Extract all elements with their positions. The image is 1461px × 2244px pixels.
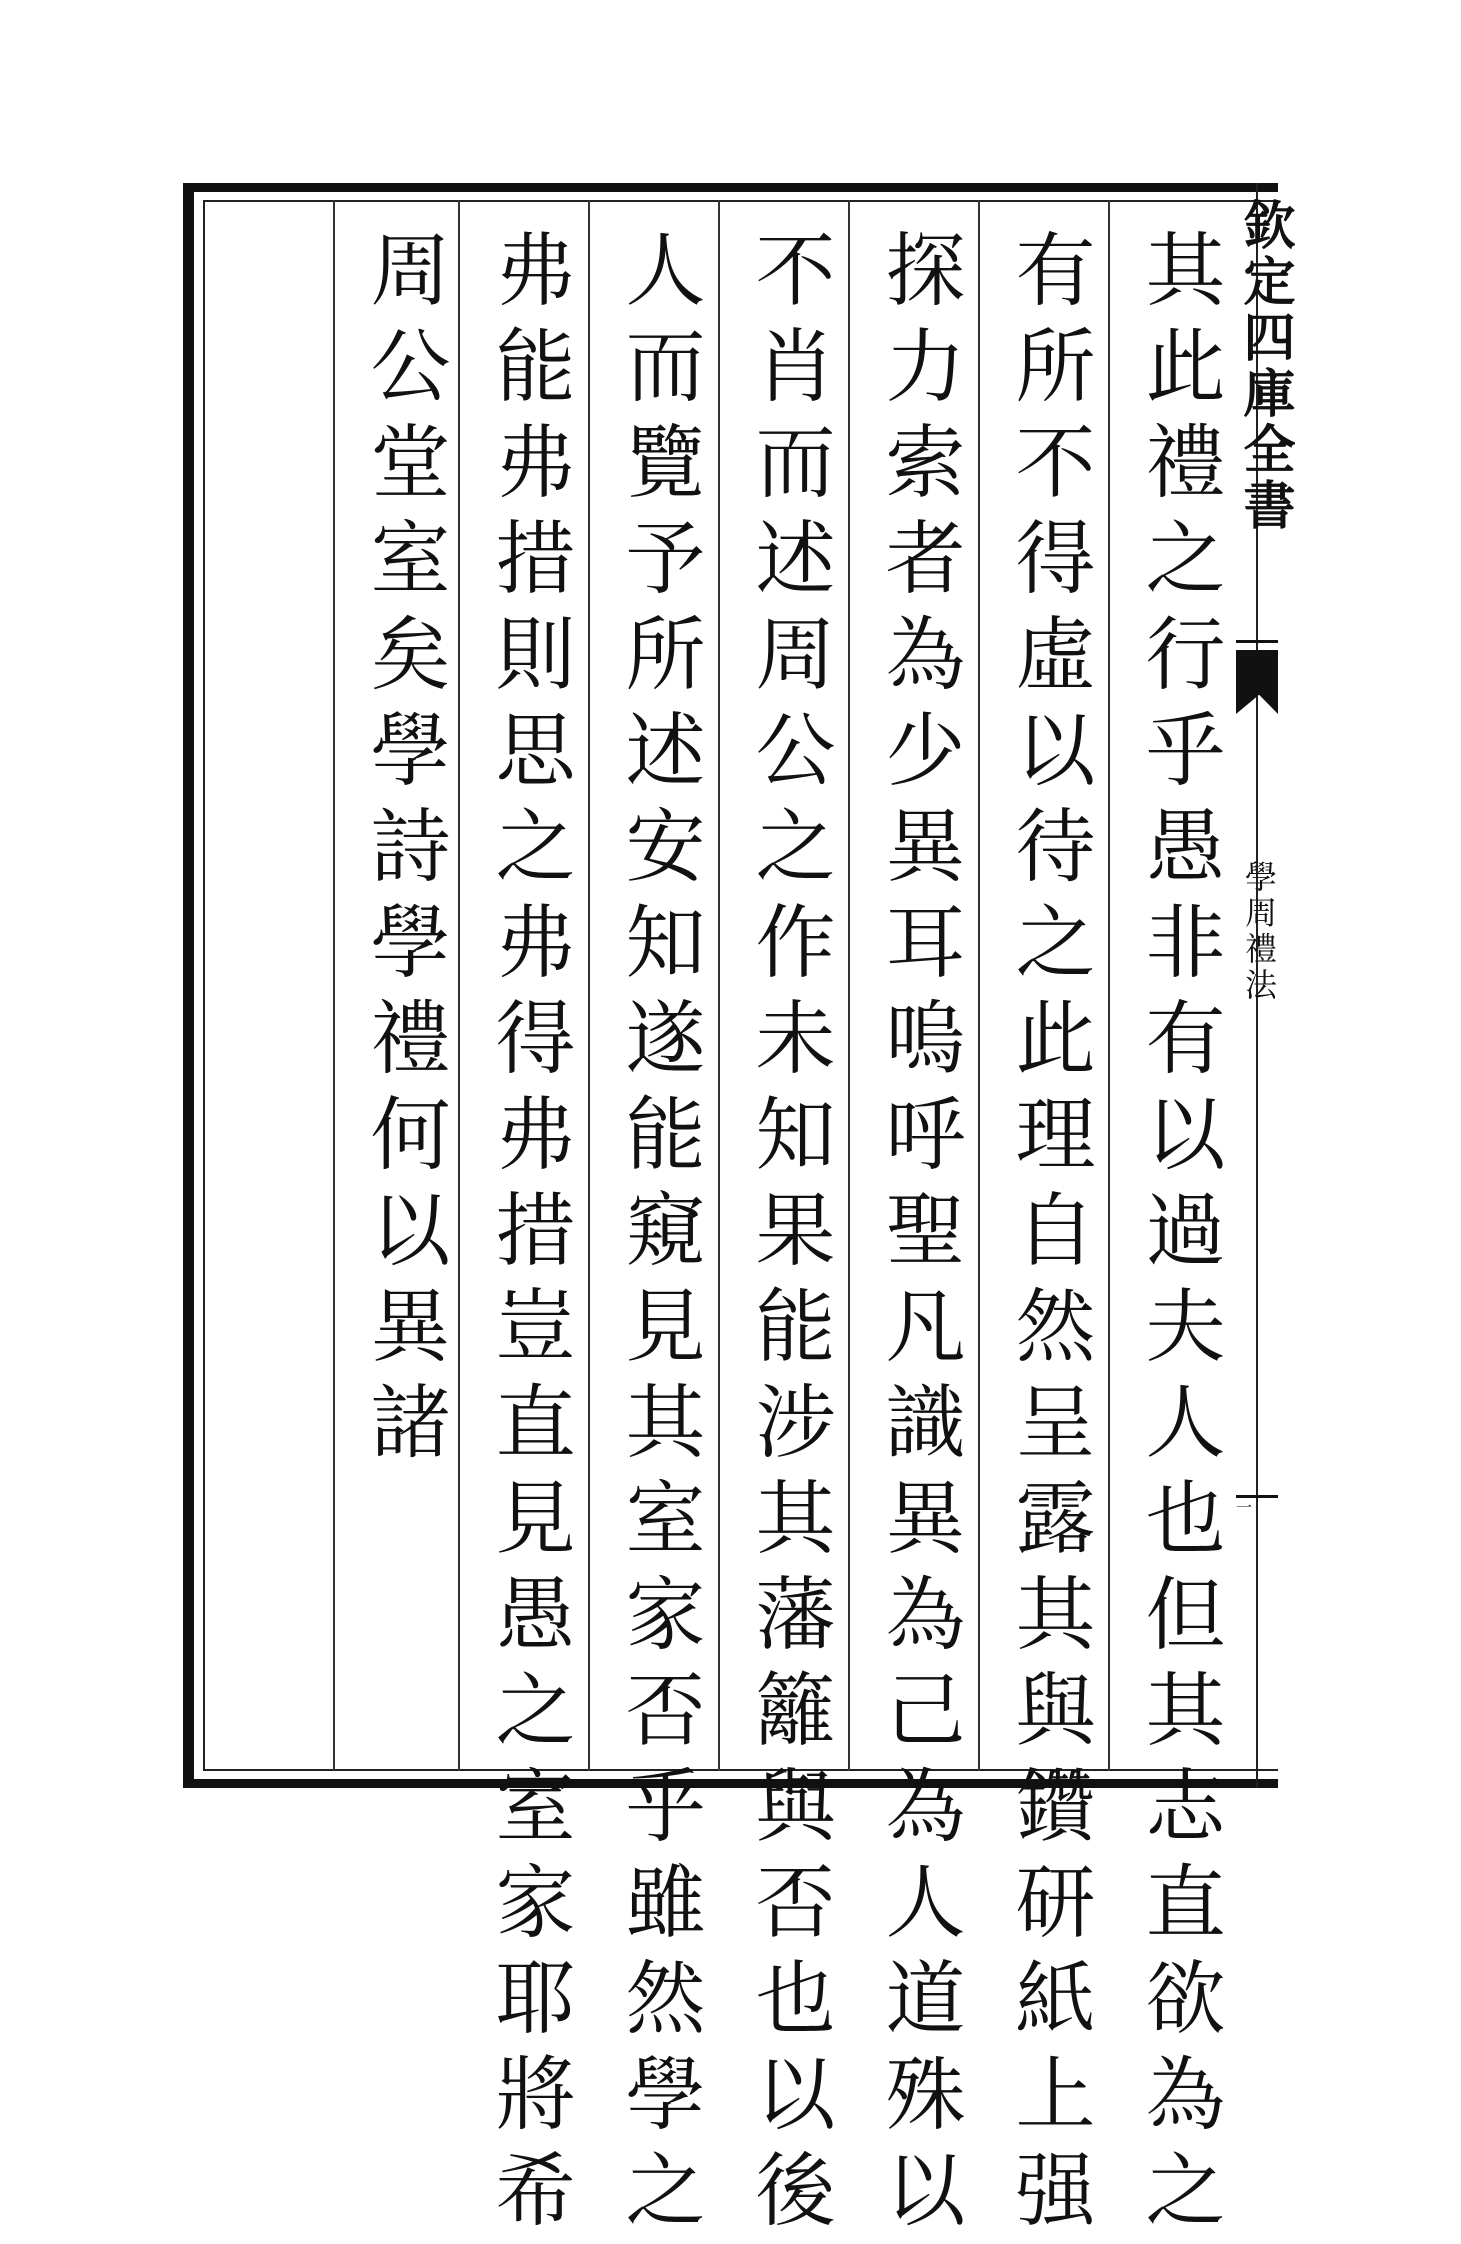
- text-column-7: 周公堂室矣學詩學禮何以異諸: [357, 228, 450, 1476]
- text-column-2: 有所不得虛以待之此理自然呈露其與鑽研紙上强: [1002, 228, 1095, 2244]
- section-title: 學周禮法: [1240, 860, 1278, 1004]
- column-rule: [588, 200, 590, 1771]
- column-rule: [718, 200, 720, 1771]
- column-rule: [1108, 200, 1110, 1771]
- fish-tail-rule: [1236, 640, 1278, 643]
- text-column-1: 其此禮之行乎愚非有以過夫人也但其志直欲為之: [1132, 228, 1225, 2244]
- text-column-4: 不肖而述周公之作未知果能涉其藩籬與否也以後: [742, 228, 835, 2244]
- page-number: 一: [1236, 1495, 1278, 1498]
- text-column-5: 人而覽予所述安知遂能窺見其室家否乎雖然學之: [612, 228, 705, 2244]
- column-rule: [333, 200, 335, 1771]
- text-column-3: 探力索者為少異耳嗚呼聖凡識異為己為人道殊以: [872, 228, 965, 2244]
- column-rule: [978, 200, 980, 1771]
- book-title: 欽定四庫全書: [1234, 198, 1295, 534]
- column-rule: [848, 200, 850, 1771]
- column-rule: [458, 200, 460, 1771]
- text-column-6: 弗能弗措則思之弗得弗措豈直見愚之室家耶將希: [482, 228, 575, 2244]
